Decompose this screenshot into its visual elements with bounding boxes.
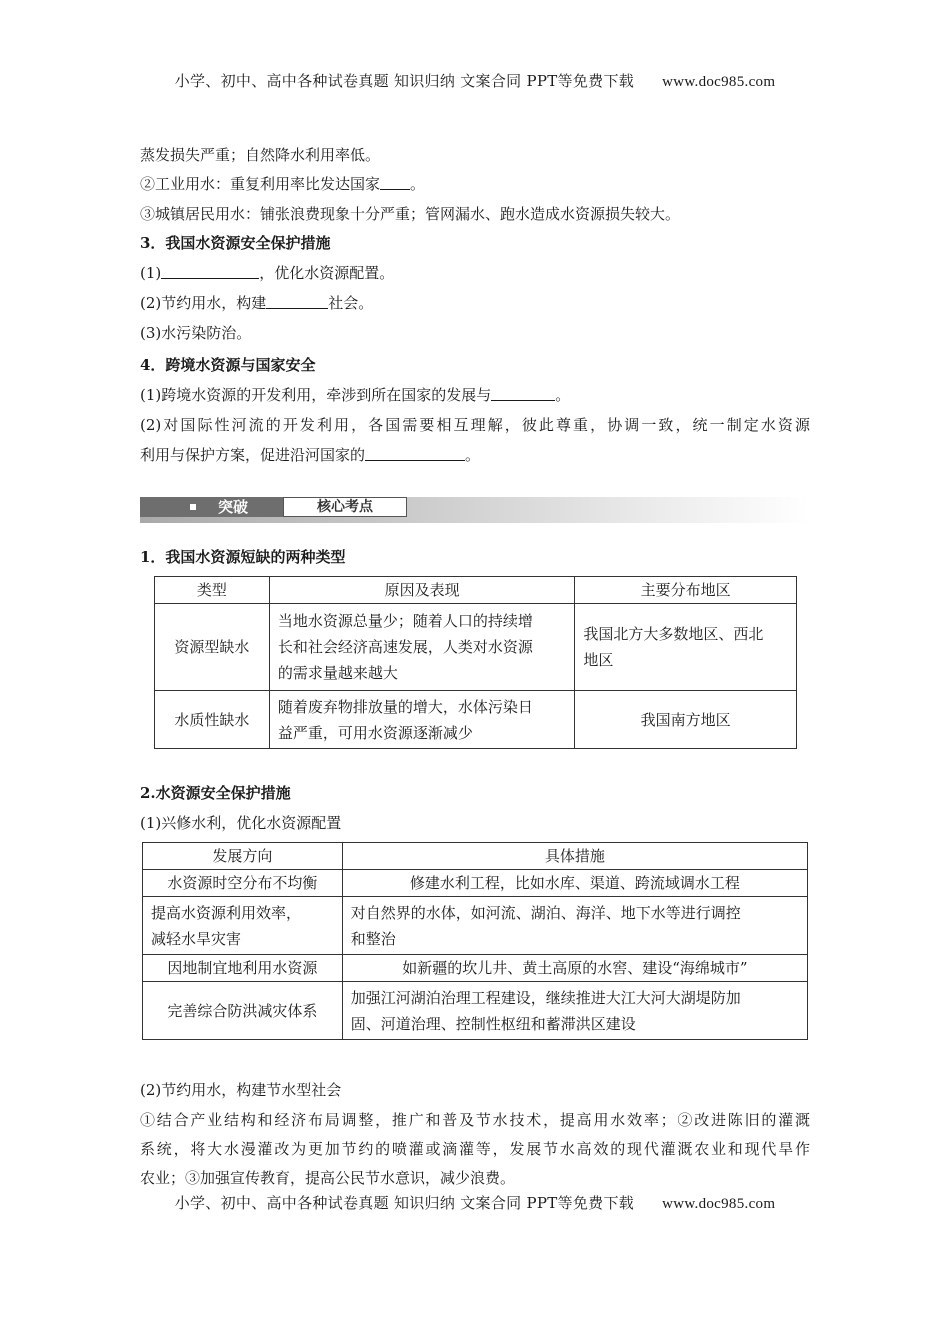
header-url[interactable]: www.doc985.com — [662, 74, 776, 90]
text-line: ③城镇居民用水：铺张浪费现象十分严重；管网漏水、跑水造成水资源损失较大。 — [140, 205, 681, 223]
fill-blank — [380, 175, 410, 190]
text-line — [140, 174, 810, 194]
cell-line: 长和社会经济高速发展，人类对水资源 — [277, 638, 533, 656]
table-row — [155, 604, 797, 691]
table-cell — [342, 982, 807, 1040]
text-line — [140, 293, 810, 313]
table-cell: 完善综合防洪减灾体系 — [143, 982, 343, 1040]
text-span: 。 — [465, 446, 481, 464]
text-span: 。 — [555, 386, 571, 404]
banner-label — [140, 497, 283, 517]
table-cell: 资源型缺水 — [155, 604, 270, 691]
table-row — [155, 691, 797, 749]
text-span: (1) — [140, 264, 162, 282]
fill-blank — [266, 294, 328, 309]
header-cell: 类型 — [155, 577, 270, 604]
table-cell — [269, 691, 574, 749]
text-line: 农业；③加强宣传教育，提高公民节水意识，减少浪费。 — [140, 1169, 516, 1187]
table-cell: 修建水利工程，比如水库、渠道、跨流域调水工程 — [342, 870, 807, 897]
cell-line: 减轻水旱灾害 — [151, 929, 242, 948]
protection-measures-table — [142, 842, 808, 1040]
text-span: 。 — [410, 175, 426, 193]
cell-line: 随着废弃物排放量的增大，水体污染日 — [277, 697, 533, 716]
text-line — [140, 263, 810, 283]
fill-blank — [365, 446, 465, 461]
table-row — [143, 982, 808, 1040]
text-line — [140, 445, 810, 465]
table-cell — [575, 604, 797, 691]
fill-blank — [161, 264, 259, 279]
text-span: ②工业用水：重复利用率比发达国家 — [140, 175, 381, 193]
table-cell: 如新疆的坎儿井、黄土高原的水窖、建设“海绵城市” — [342, 955, 807, 982]
table-cell — [342, 897, 807, 955]
cell-line: 地区 — [583, 651, 614, 669]
text-line — [140, 385, 810, 405]
text-line: 系统，将大水漫灌改为更加节约的喷灌或滴灌等，发展节水高效的现代灌溉农业和现代旱作 — [140, 1140, 810, 1158]
square-bullet-icon — [190, 504, 196, 510]
table-row — [143, 955, 808, 982]
header-cell: 主要分布地区 — [575, 577, 797, 604]
fill-blank — [491, 386, 555, 401]
table-cell: 水资源时空分布不均衡 — [143, 870, 343, 897]
section-heading: 4．跨境水资源与国家安全 — [140, 356, 316, 374]
table-cell — [143, 897, 343, 955]
section-heading: 3．我国水资源安全保护措施 — [140, 234, 331, 252]
banner-left-text: 突破 — [218, 498, 249, 516]
header-cell: 发展方向 — [143, 843, 343, 870]
cell-line: 对自然界的水体，如河流、湖泊、海洋、地下水等进行调控 — [350, 903, 741, 922]
header-cell: 具体措施 — [342, 843, 807, 870]
text-line: (3)水污染防治。 — [140, 324, 252, 342]
cell-line: 和整治 — [350, 929, 396, 948]
table-cell: 我国南方地区 — [575, 691, 797, 749]
table-header-row — [155, 577, 797, 604]
header-text: 小学、初中、高中各种试卷真题 知识归纳 文案合同 PPT等免费下载 — [174, 72, 635, 90]
section-banner — [140, 497, 810, 523]
text-span: (1)跨境水资源的开发利用，牵涉到所在国家的发展与 — [140, 386, 492, 404]
cell-line: 益严重，可用水资源逐渐减少 — [277, 723, 473, 742]
cell-line: 提高水资源利用效率， — [151, 903, 302, 922]
text-line: (2)节约用水，构建节水型社会 — [140, 1081, 342, 1099]
footer-url[interactable]: www.doc985.com — [662, 1196, 776, 1212]
cell-line: 固、河道治理、控制性枢纽和蓄滞洪区建设 — [350, 1014, 636, 1033]
footer-text: 小学、初中、高中各种试卷真题 知识归纳 文案合同 PPT等免费下载 — [174, 1194, 635, 1212]
table-cell — [269, 604, 574, 691]
table-cell: 因地制宜地利用水资源 — [143, 955, 343, 982]
page-footer — [0, 1192, 950, 1213]
table-row — [143, 897, 808, 955]
shortage-types-table — [154, 576, 797, 749]
cell-line: 当地水资源总量少；随着人口的持续增 — [277, 612, 533, 630]
text-span: (2)节约用水，构建 — [140, 294, 267, 312]
text-line: (2)对国际性河流的开发利用，各国需要相互理解，彼此尊重，协调一致，统一制定水资源 — [140, 416, 810, 434]
table-header-row — [143, 843, 808, 870]
cell-line: 加强江河湖泊治理工程建设，继续推进大江大河大湖堤防加 — [350, 988, 741, 1007]
table-row — [143, 870, 808, 897]
cell-line: 我国北方大多数地区、西北 — [583, 625, 764, 643]
table-title: 1．我国水资源短缺的两种类型 — [140, 548, 346, 566]
header-cell: 原因及表现 — [269, 577, 574, 604]
table-cell: 水质性缺水 — [155, 691, 270, 749]
text-span: 社会。 — [328, 294, 374, 312]
text-span: ，优化水资源配置。 — [259, 264, 395, 282]
text-span: 利用与保护方案，促进沿河国家的 — [140, 446, 366, 464]
banner-right-text: 核心考点 — [283, 497, 407, 517]
text-line: 蒸发损失严重；自然降水利用率低。 — [140, 146, 381, 164]
page-header — [0, 70, 950, 91]
cell-line: 的需求量越来越大 — [277, 664, 398, 682]
table-title: 2.水资源安全保护措施 — [140, 784, 291, 802]
text-line: ①结合产业结构和经济布局调整，推广和普及节水技术，提高用水效率；②改进陈旧的灌溉 — [140, 1111, 810, 1129]
text-line: (1)兴修水利，优化水资源配置 — [140, 814, 342, 832]
